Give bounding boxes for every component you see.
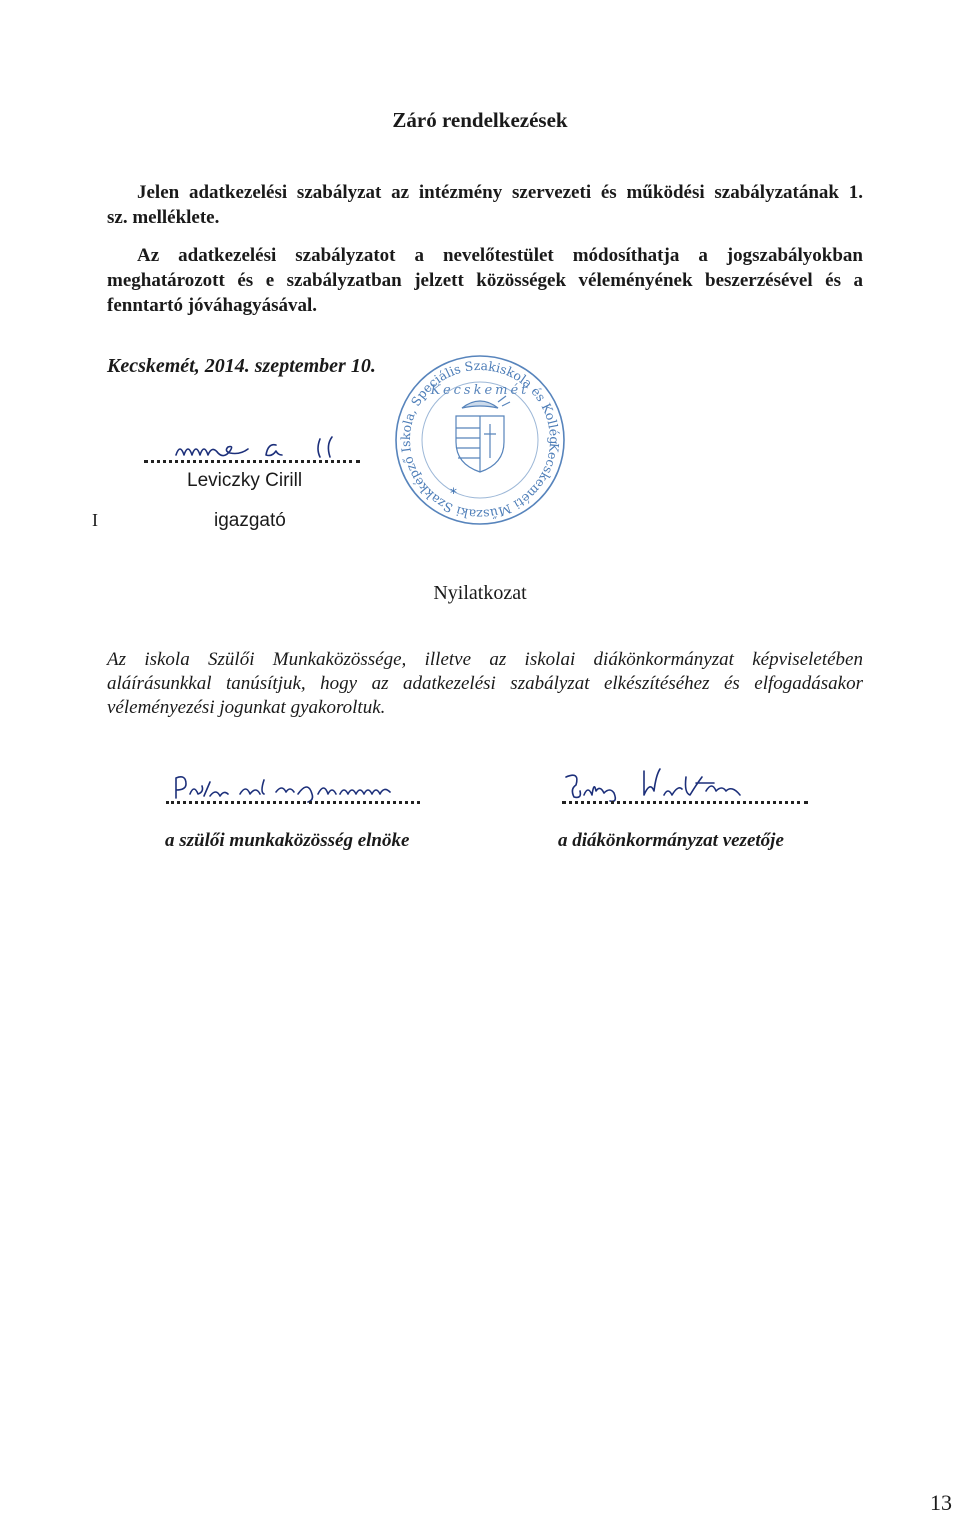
coat-of-arms-icon	[456, 396, 510, 472]
declaration-title: Nyilatkozat	[433, 582, 527, 604]
paragraph-2-line-1: Az adatkezelési szabályzatot a nevelőtestület módosíthatja a jogszabályokban	[137, 245, 863, 266]
student-council-role: a diákönkormányzat vezetője	[558, 830, 784, 851]
parents-association-role: a szülői munkaközösség elnöke	[165, 830, 410, 851]
director-signature	[170, 425, 360, 465]
parents-signature-line	[166, 801, 420, 804]
section-heading: Záró rendelkezések	[392, 108, 568, 132]
declaration-line-1: Az iskola Szülői Munkaközössége, illetve az iskolai diákönkormányzat képviseletében	[107, 649, 863, 670]
declaration-line-2: aláírásunkkal tanúsítjuk, hogy az adatkezelési szabályzat elkészítéséhez és elfogadásakor	[107, 673, 863, 694]
stamp-center-text: Kecskemét	[430, 383, 530, 398]
declaration-line-3: véleményezési jogunkat gyakoroltuk.	[107, 697, 386, 718]
paragraph-1-line-2: sz. melléklete.	[107, 207, 220, 228]
official-stamp	[390, 350, 570, 530]
director-name: Leviczky Cirill	[187, 470, 303, 491]
paragraph-2-line-3: fenntartó jóváhagyásával.	[107, 295, 318, 316]
student-council-signature-line	[562, 801, 808, 804]
paragraph-2-line-2: meghatározott és e szabályzatban jelzett közösségek véleményének beszerzésével és a	[107, 270, 863, 291]
stamp-star: *	[450, 486, 457, 502]
paragraph-1-line-1: Jelen adatkezelési szabályzat az intézmény szervezeti és működési szabályzatának 1.	[137, 182, 863, 203]
page-number: 13	[930, 1490, 952, 1515]
director-signature-line	[144, 460, 360, 463]
stamp-ring-text: Kecskeméti Műszaki Szakképző Iskola, Speciális Szakiskola és Kollégium	[397, 357, 563, 523]
director-title: igazgató	[214, 510, 286, 531]
student-council-signature	[560, 765, 780, 805]
margin-mark: I	[92, 510, 98, 530]
place-and-date: Kecskemét, 2014. szeptember 10.	[107, 355, 376, 377]
